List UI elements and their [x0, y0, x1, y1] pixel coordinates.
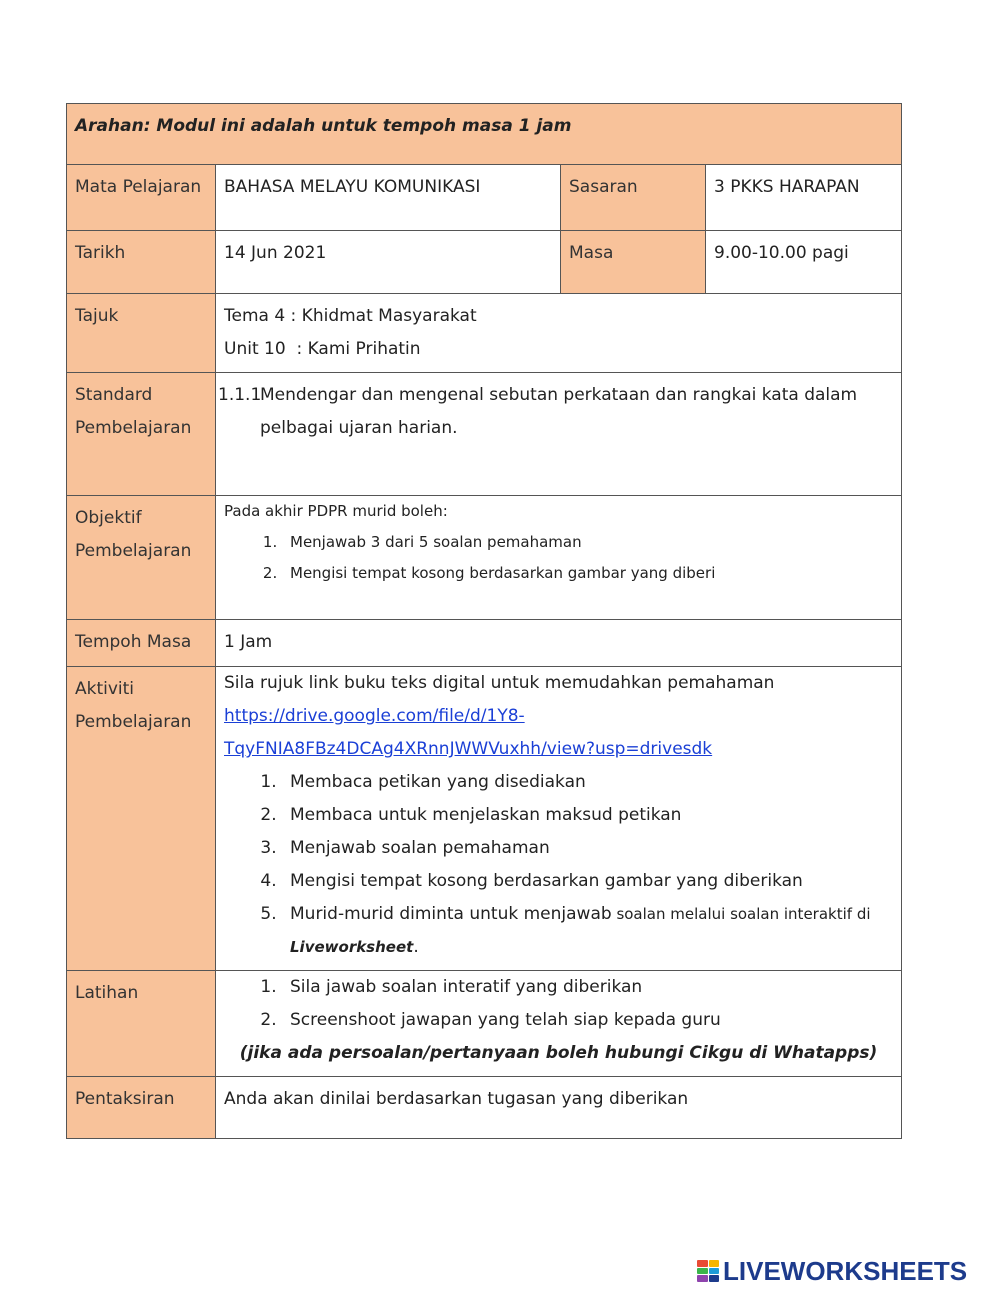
- liveworksheet-term: Liveworksheet: [290, 938, 414, 956]
- exercise-value: [216, 971, 902, 1077]
- textbook-link[interactable]: https://drive.google.com/file/d/1Y8- TqyFNIA8FBz4DCAg4XRnnJWWVuxhh/view?usp=drivesdk: [224, 706, 713, 759]
- time-value: 9.00-10.00 pagi: [706, 231, 902, 294]
- topic-theme: Tema 4 : Khidmat Masyarakat: [224, 306, 477, 326]
- liveworksheets-logo-text: LIVEWORKSHEETS: [723, 1255, 968, 1286]
- activity-label: Aktiviti Pembelajaran: [67, 667, 216, 971]
- instruction-header: Arahan: Modul ini adalah untuk tempoh masa 1 jam: [67, 104, 902, 165]
- topic-unit: Unit 10 : Kami Prihatin: [224, 339, 421, 359]
- topic-label: Tajuk: [67, 294, 216, 373]
- standard-text: Mendengar dan mengenal sebutan perkataan dan rangkai kata dalam: [260, 385, 858, 405]
- exercise-label: Latihan: [67, 971, 216, 1077]
- list-item: 1. Membaca petikan yang disediakan: [282, 766, 893, 799]
- standard-value: [216, 373, 902, 496]
- module-table: [66, 103, 902, 1139]
- exercise-list: [224, 971, 893, 1037]
- standard-text-cont: pelbagai ujaran harian.: [260, 418, 458, 438]
- date-label: Tarikh: [67, 231, 216, 294]
- objective-value: [216, 496, 902, 620]
- subject-value: BAHASA MELAYU KOMUNIKASI: [216, 165, 561, 231]
- list-item: 2. Screenshoot jawapan yang telah siap kepada guru: [282, 1004, 893, 1037]
- activity-intro: Sila rujuk link buku teks digital untuk memudahkan pemahaman: [224, 673, 775, 693]
- topic-value: [216, 294, 902, 373]
- list-item: 5. Murid-murid diminta untuk menjawab soalan melalui soalan interaktif di Liveworksheet.: [282, 898, 893, 964]
- assessment-value: Anda akan dinilai berdasarkan tugasan yang diberikan: [216, 1077, 902, 1139]
- list-item: 1. Menjawab 3 dari 5 soalan pemahaman: [282, 527, 893, 558]
- objective-intro: Pada akhir PDPR murid boleh:: [224, 502, 448, 520]
- activity-list: [224, 766, 893, 964]
- list-item: 2. Mengisi tempat kosong berdasarkan gambar yang diberi: [282, 558, 893, 589]
- liveworksheets-logo: [697, 1257, 993, 1285]
- subject-label: Mata Pelajaran: [67, 165, 216, 231]
- date-value: 14 Jun 2021: [216, 231, 561, 294]
- exercise-note: (jika ada persoalan/pertanyaan boleh hubungi Cikgu di Whatapps): [239, 1043, 878, 1063]
- standard-number: 1.1.1: [218, 385, 262, 405]
- activity-value: [216, 667, 902, 971]
- target-value: 3 PKKS HARAPAN: [706, 165, 902, 231]
- list-item: 1. Sila jawab soalan interatif yang diberikan: [282, 971, 893, 1004]
- list-item: 2. Membaca untuk menjelaskan maksud petikan: [282, 799, 893, 832]
- list-item: 4. Mengisi tempat kosong berdasarkan gambar yang diberikan: [282, 865, 893, 898]
- target-label: Sasaran: [561, 165, 706, 231]
- duration-value: 1 Jam: [216, 620, 902, 667]
- objective-list: [224, 527, 893, 589]
- duration-label: Tempoh Masa: [67, 620, 216, 667]
- liveworksheets-logo-icon: [697, 1260, 719, 1282]
- standard-label: Standard Pembelajaran: [67, 373, 216, 496]
- objective-label: Objektif Pembelajaran: [67, 496, 216, 620]
- list-item: 3. Menjawab soalan pemahaman: [282, 832, 893, 865]
- time-label: Masa: [561, 231, 706, 294]
- assessment-label: Pentaksiran: [67, 1077, 216, 1139]
